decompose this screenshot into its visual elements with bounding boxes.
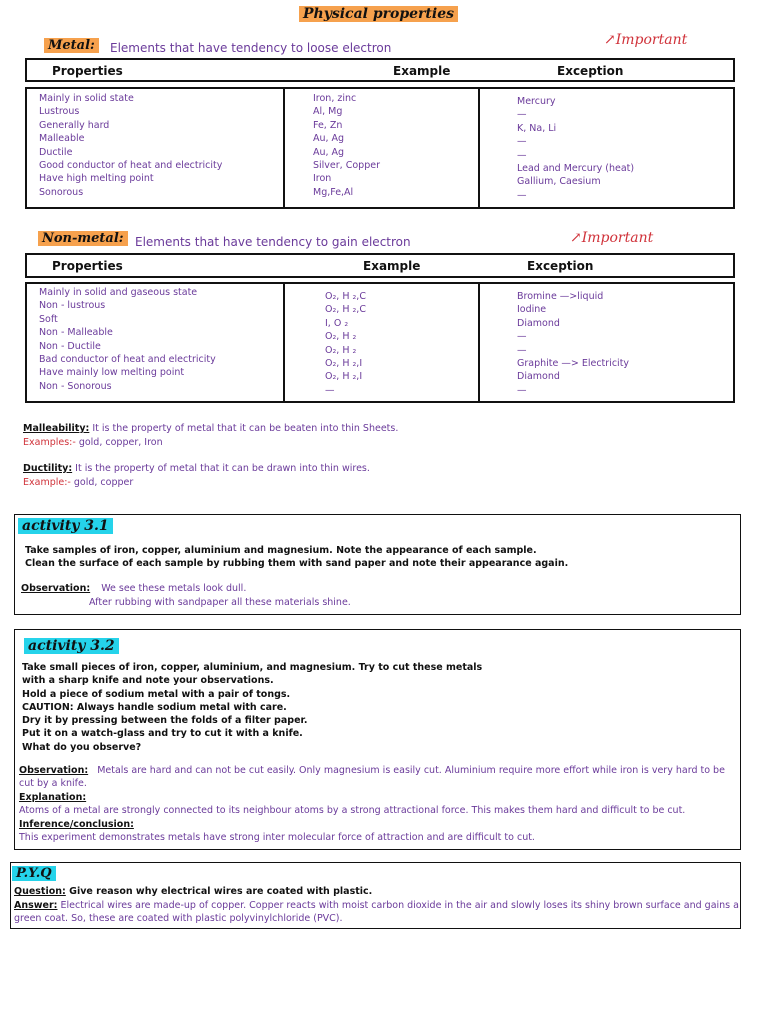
list-item: Iron [313, 173, 332, 185]
column-divider [283, 284, 285, 401]
list-item: Have high melting point [39, 173, 154, 185]
list-item: Au, Ag [313, 133, 345, 145]
explanation-text: Atoms of a metal are strongly connected to its neighbour atoms by a strong attractional force. This makes them hard and difficult to be cut. [19, 805, 686, 817]
header-properties: Properties [52, 64, 123, 78]
list-item: Malleable [39, 133, 85, 145]
activity-3-2-observation [19, 764, 739, 844]
metal-tag: Metal: [44, 38, 99, 53]
metal-table-header [25, 58, 735, 82]
examples-label: Examples:- [23, 437, 76, 448]
nonmetal-tag: Non-metal: [38, 231, 128, 246]
pyq-question [14, 885, 372, 898]
list-item: Mainly in solid state [39, 93, 134, 104]
column-divider [283, 89, 285, 207]
list-item: Ductile [39, 146, 73, 158]
metal-examples-list [313, 92, 380, 199]
list-item: Mercury [517, 96, 556, 107]
list-item: K, Na, Li [517, 122, 557, 134]
instruction-line: Clean the surface of each sample by rubbing them with sand paper and note their appearance again. [25, 558, 569, 570]
list-item: — [325, 384, 335, 396]
list-item: Mg,Fe,Al [313, 186, 354, 198]
instruction-line: Put it on a watch-glass and try to cut it with a knife. [22, 728, 303, 740]
list-item: Al, Mg [313, 106, 343, 118]
column-divider [478, 89, 480, 207]
list-item: Iron, zinc [313, 93, 357, 104]
pyq-answer [14, 899, 739, 926]
list-item: Soft [39, 313, 58, 325]
list-item: Non - Sonorous [39, 380, 112, 392]
malleability-text: It is the property of metal that it can be beaten into thin Sheets. [92, 423, 399, 434]
list-item: Silver, Copper [313, 159, 380, 171]
list-item: Graphite —> Electricity [517, 357, 630, 369]
list-item: — [517, 344, 527, 356]
list-item: — [517, 384, 527, 396]
metal-exceptions-list [517, 95, 634, 202]
activity-3-1-observation [21, 582, 246, 595]
nonmetal-description: Elements that have tendency to gain electron [135, 235, 411, 249]
instruction-line: Take samples of iron, copper, aluminium and magnesium. Note the appearance of each sample. [25, 545, 537, 556]
inference-label: Inference/conclusion: [19, 818, 134, 830]
list-item: Gallium, Caesium [517, 176, 601, 188]
list-item: — [517, 189, 527, 201]
important-label: Important [615, 32, 688, 48]
list-item: O₂, H ₂,I [325, 357, 363, 369]
nonmetal-important-note [570, 230, 653, 246]
page-title: Physical properties [299, 6, 458, 22]
header-properties: Properties [52, 259, 123, 273]
activity-3-1-title: activity 3.1 [18, 518, 113, 534]
metal-table-body [25, 87, 735, 209]
metal-important-note [604, 32, 687, 48]
activity-3-1-observation-line2: After rubbing with sandpaper all these materials shine. [89, 597, 351, 608]
instruction-line: What do you observe? [22, 741, 142, 753]
list-item: — [517, 331, 527, 343]
instruction-line: with a sharp knife and note your observations. [22, 675, 274, 687]
list-item: Bromine —>liquid [517, 291, 604, 302]
list-item: O₂, H ₂,C [325, 291, 366, 302]
list-item: I, O ₂ [325, 317, 349, 329]
activity-3-1-instructions [25, 544, 568, 571]
list-item: O₂, H ₂,C [325, 304, 366, 316]
list-item: — [517, 136, 527, 148]
list-item: Generally hard [39, 119, 110, 131]
ductility-definition [23, 463, 370, 474]
question-text: Give reason why electrical wires are coated with plastic. [69, 886, 373, 897]
list-item: Non - lustrous [39, 300, 106, 312]
observation-label: Observation: [21, 583, 91, 594]
list-item: O₂, H ₂ [325, 331, 357, 343]
list-item: Iodine [517, 304, 547, 316]
header-exception: Exception [527, 259, 594, 273]
arrow-icon: ↗ [604, 32, 616, 48]
list-item: Fe, Zn [313, 119, 343, 131]
nonmetal-exceptions-list [517, 290, 629, 397]
examples-text: gold, copper, Iron [78, 437, 163, 448]
list-item: Non - Ductile [39, 340, 101, 352]
list-item: Non - Malleable [39, 327, 113, 339]
nonmetal-examples-list [325, 290, 366, 397]
list-item: Have mainly low melting point [39, 367, 185, 379]
list-item: Sonorous [39, 186, 84, 198]
list-item: Lead and Mercury (heat) [517, 162, 635, 174]
ductility-text: It is the property of metal that it can be drawn into thin wires. [75, 463, 370, 474]
instruction-line: Take small pieces of iron, copper, aluminium, and magnesium. Try to cut these metals [22, 662, 483, 673]
observation-label: Observation: [19, 765, 89, 776]
list-item: Diamond [517, 317, 560, 329]
answer-text-cont: green coat. So, these are coated with plastic polyvinylchloride (PVC). [14, 913, 343, 925]
nonmetal-properties-list [39, 286, 216, 393]
observation-text-cont: cut by a knife. [19, 778, 87, 790]
instruction-line: Hold a piece of sodium metal with a pair of tongs. [22, 688, 291, 700]
examples-label: Example:- [23, 477, 71, 488]
ductility-examples [23, 477, 133, 488]
header-exception: Exception [557, 64, 624, 78]
question-label: Question: [14, 886, 66, 897]
observation-text: We see these metals look dull. [101, 583, 247, 594]
important-label: Important [581, 230, 654, 246]
activity-3-2-title: activity 3.2 [24, 638, 119, 654]
nonmetal-table-header [25, 253, 735, 278]
arrow-icon: ↗ [570, 230, 582, 246]
header-example: Example [393, 64, 451, 78]
list-item: O₂, H ₂,I [325, 371, 363, 383]
list-item: — [517, 149, 527, 161]
metal-description: Elements that have tendency to loose electron [110, 41, 392, 55]
list-item: Bad conductor of heat and electricity [39, 353, 216, 365]
observation-text: Metals are hard and can not be cut easily. Only magnesium is easily cut. Aluminium require more effort while iron is very hard to be [97, 765, 725, 776]
pyq-title: P.Y.Q [12, 866, 56, 881]
activity-3-2-instructions [22, 661, 482, 754]
malleability-examples [23, 437, 163, 448]
malleability-definition [23, 423, 398, 434]
ductility-term: Ductility: [23, 463, 73, 474]
list-item: Good conductor of heat and electricity [39, 159, 223, 171]
instruction-line: CAUTION: Always handle sodium metal with care. [22, 701, 287, 713]
answer-text: Electrical wires are made-up of copper. Copper reacts with moist carbon dioxide in the air and slowly loses its shiny brown surface and gains a [60, 900, 739, 911]
list-item: Au, Ag [313, 146, 345, 158]
column-divider [478, 284, 480, 401]
answer-label: Answer: [14, 900, 58, 911]
list-item: Lustrous [39, 106, 80, 118]
list-item: O₂, H ₂ [325, 344, 357, 356]
inference-text: This experiment demonstrates metals have strong inter molecular force of attraction and are difficult to cut. [19, 832, 535, 844]
malleability-term: Malleability: [23, 423, 90, 434]
list-item: Diamond [517, 371, 560, 383]
nonmetal-table-body [25, 282, 735, 403]
header-example: Example [363, 259, 421, 273]
examples-text: gold, copper [73, 477, 134, 488]
instruction-line: Dry it by pressing between the folds of a filter paper. [22, 715, 308, 727]
metal-properties-list [39, 92, 222, 199]
list-item: Mainly in solid and gaseous state [39, 287, 198, 298]
explanation-label: Explanation: [19, 791, 87, 803]
list-item: — [517, 109, 527, 121]
